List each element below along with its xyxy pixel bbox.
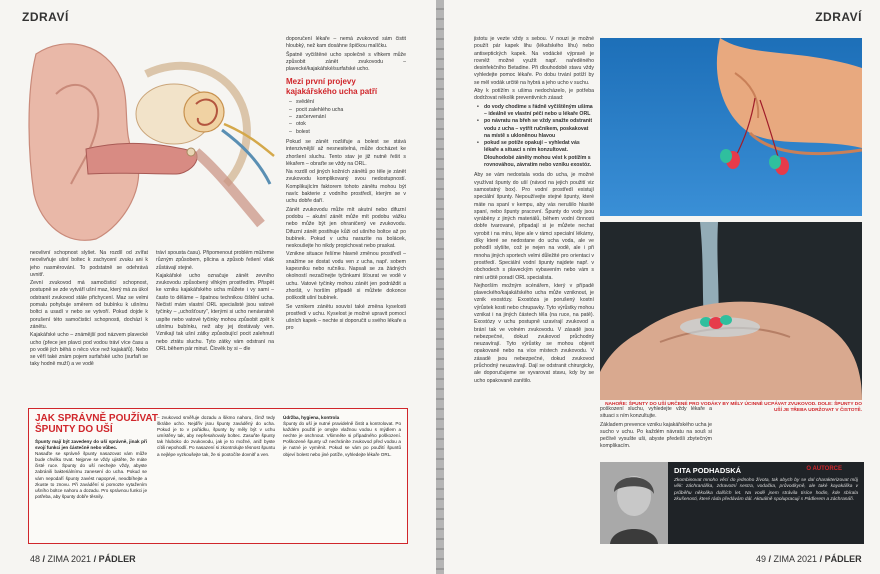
paragraph: Špatně vyčištěné ucho společně s vlhkem může způsobit zánět zvukovodu – plavecké/kajakářské/surfařské ucho. — [286, 51, 406, 73]
list-item: • po návratu na břeh se vždy snažte odstranit vodu z ucha – vytřít ručníkem, poskakovat na místě s ukloněnou hlavou — [484, 118, 594, 140]
list-item: – bolest — [296, 129, 406, 136]
symptom-list — [286, 99, 406, 135]
photo-caption: NAHOŘE: ŠPUNTY DO UŠÍ URČENÉ PRO VODÁKY BY MĚLY ÚCINNĚ UCPÁVAT ZVUKOVOD. DOLE: ŠPUNTY DO UŠÍ JE TŘEBA UDRŽOVAT V ČISTOTĚ. — [605, 402, 862, 413]
earplug-howto-box — [28, 408, 408, 544]
article-column-1 — [30, 250, 148, 408]
paragraph: Aby se vám nedostala voda do ucha, je možné využívat špunty do uší (návod na jejich použití viz samostatný box). Pro vodní prostředí existují speciální špunty. Nepoužívejte stejné špunty, které máte na spaní v kempu, aby vás nerušilo hlasité spaní, nebo špunty pracovní. Špunty do vody jsou vyráběny z jiných materiálů, během vodní činnosti dobře tvarované, připadají si je můžete nechat vyrobit i na míru, lépe ale v rámci specialní lékárny, díky které se nedostane do ucha voda, ale ve pohodlí slyšíte, což je nejen na vodě, ale i při mnoha jiných sportech velmi důležité pro orientaci v prostředí. Speciální vodní špunty najdete např. v obchodech s plaveckým vybavením nebo vám s nimi určitě poradí ORL specialista. — [474, 172, 594, 281]
paragraph: Vznikne situace řešíme hlavně změnou prostředí – snažíme se dostat vodu ven z ucha, např. sobem kapesníku nebo ručníku. Napsali se za žádných okolností nezačínejte tyčinkami šťourat ve vodě v uchu. Vatové tyčinky mohou zánět jen podráždit a zhoršit, v horším případě si můžete dokonce poškodit ušní bubínek. — [286, 251, 406, 302]
page-gutter — [436, 0, 444, 574]
page-footer: 49 / ZIMA 2021 / PÁDLER — [756, 554, 862, 564]
section-label: ZDRAVÍ — [815, 10, 862, 24]
subheading-symptoms: Mezi první projevy kajakářského ucha patří — [286, 77, 378, 96]
article-column-3 — [286, 36, 406, 406]
list-item: – pocit zalehlého ucha — [296, 107, 406, 114]
author-name: DITA PODHADSKÁ — [674, 466, 742, 475]
box-text: Špunty do uší je nutné pravidelně čistit a kontrolovat. Po každém použití je omyjte vlažnou vodou s mýdlem a nechte je oschnout. Všimněte si případného poškození. Poškozené špunty už nechráníte zvukovod před vodou a je nutné je vyměnit. Pokud se vám po použití špuntů objeví bolest nebo jiné potíže, vyhledejte lékaře ORL. — [283, 421, 401, 457]
author-bio: Zkombinovat mnoho věcí do jednoho života, tak abych by se dal charakterizovat můj věk: záchranářka, zdravotní sestra, vodačka, průvodkyně, ale také kayakářka v průběhu několika dalších let. Na vodě jsem strávila tisíce hodin, kde sbírala zkušenosti, které ráda předávám dál. Aktuálně spolupracuji s Pádlerem a záchranáři. — [674, 478, 858, 503]
page-footer: 48 / ZIMA 2021 / PÁDLER — [30, 554, 136, 564]
left-page — [0, 0, 436, 574]
list-item: – otok — [296, 121, 406, 128]
paragraph: Se vznikem zánětu souvisí také změna kyselosti prostředí v uchu. Kyselost je možné upravit pomocí ušních kapek – nechte si doporučit u svého lékaře a pro — [286, 303, 406, 332]
box-column-2 — [157, 415, 275, 539]
article-column-4 — [474, 36, 594, 542]
paragraph: Kajakářské ucho označuje zánět zevního zvukovodu způsobený vlhkým prostředím. Přispět ke vzniku kajakářského ucha můžete i vy sami – často to děláme – špatnou technikou čištění ucha. Nečistí mám vlastní ORL specialisté jsou vatové tyčinky – „uchošťoury", kterými si ucho nenávratně uspíte nebo vatové tyčinky mohou způsobit zpět k ušnímu bubínku, než aby jej dostávaly ven. Vznikají tak ušní zátky způsobující pocit zalehnutí nebo ztrátu sluchu. Tyto zátky vám odstraní na ORL během pár minut. Člověk by si – dle — [156, 272, 274, 352]
about-author-label: O AUTORCE — [806, 466, 842, 472]
magazine-name: PÁDLER — [824, 554, 862, 564]
paragraph: neovlivní schopnost slyšet. Na rozdíl od zvířat neovlivňuje ušní boltec k zachycení zvuku ani k jeho nasměrování. To podstatně se odehrává uvnitř. — [30, 250, 148, 278]
prevention-list — [474, 104, 594, 170]
issue-label: ZIMA 2021 — [47, 554, 92, 564]
list-item: • do vody chodíme s řádně vyčištěným ušima – ideálně ve vlastní péči nebo u lékaře ORL — [484, 104, 594, 119]
paragraph: Nejhorším možným scénářem, který v případě plaveckého/kajakářského ucha může vzniknout, je vznik exostózy. Exostóza je porušený kostní výrůstek kosti nebo chrupavky. Tyto výrůstky mohou vznikat i na jiných částech těla (na ruce, na patě). Exostózy v uchu postupně uzavírají zvukovod a brání tak ve volném zvukovodu. V zásadě jsou nebezpečné, dokud zvukovod průchodný neuzavírají. Tyto výrůstky se mohou objevit opakovaně nebo na více místech zvukovodu. V zásadě jsou nebezpečné, dokud zvukovod průchodný neuzavírají. Dají se odstranit chirurgicky, ale doporučujeme se vyvarovat stavu, kdy by se ucho opakovaně zanítilo. — [474, 282, 594, 384]
paragraph: Aby k potížím s ušima nedocházelo, je potřeba dodržovat několik preventivních zásad: — [474, 88, 594, 102]
box-column-3 — [283, 415, 401, 539]
paragraph: Zevní zvukovod má samočisticí schopnost, postupně se zde vytváří ušní maz, který má za úkol odstranit zvukovod stále přichycení. Maz se velmi pomalu pohybuje směrem od bubínku k ušnímu boltci a usadí v nebo se vytvoří. Pokud dojde k porušení této samočisticí schopnosti, dochází k zánětu. — [30, 280, 148, 330]
section-label: ZDRAVÍ — [22, 10, 69, 24]
page-number: 49 — [756, 554, 767, 564]
paragraph: Základem prevence vzniku kajakářského ucha je sucho v uchu. Po každém návratu na souš si pečlivě vysušte uši, abyste předešli zbytečným komplikacím. — [600, 421, 712, 450]
box-text: Nasaďte se správně špunty nasazovat vám může bude chvilku trvat. Nejprve se vždy ujistěte, že máte čisté ruce. Špunty do uší nechejte vždy, abyste zabránili bakteriálnímu zanesení do ucha. Pokud se vám nepodaří špunty zavést napoprvé, neodbíhejte a zkuste to znovu. Při zavádění si pomozte vytažením ušního boltce nahoru a dozadu. Pro správnou funkci je potřeba, aby špunty dobře těsnily. — [35, 451, 147, 499]
paragraph: Zánět zvukovodu může mít akutní nebo difuzní podobu – akutní zánět může mít podobu vážku nebo může být jen ohraničený ve zvukovodu. Difuzní zánět postihuje kůži od ušního boltce až po bubínek. Pokud v uchu narazíte na bolácek, neskoušejte ho nikdy propichovat nebo praskat. — [286, 206, 406, 250]
issue-label: ZIMA 2021 — [773, 554, 818, 564]
photo-earplugs-hand — [600, 38, 862, 216]
box-title: JAK SPRÁVNĚ POUŽÍVAT ŠPUNTY DO UŠÍ — [35, 413, 158, 435]
paragraph: poškození sluchu, vyhledejte vždy lékaře a situaci s ním konzultujte. — [600, 406, 712, 420]
page-number: 48 — [30, 554, 41, 564]
box-column-1 — [35, 439, 147, 539]
article-column-2 — [156, 250, 274, 408]
paragraph: Na rozdíl od jiných kožních zánětů po těle je zánět zvukovodu komplikovaný svou nedostupností. Komplikujícím faktorem tohoto zánětu mohou být navíc bakterie z vodního prostředí, kterým se v uchu dobře daří. — [286, 169, 406, 205]
author-box — [600, 462, 864, 544]
list-item: • pokud se potíže opakují – vyhledat vás lékaře a situaci s ním konzultovat. Dlouhodobé záněty mohou vést k potížím s rovnováhou, závratím nebo vzniku exostóz. — [484, 140, 594, 169]
paragraph: tráví spousta času). Připomenout problém můžeme různým způsobem, plícina a způsob řešení však zůstávají stejné. — [156, 250, 274, 271]
paragraph: doporučení lékaře – nemá zvukovod sám čistit hloubký, než kam dosáhne špičkou malíčku. — [286, 36, 406, 50]
list-item: – svědění — [296, 99, 406, 106]
ear-anatomy-illustration — [26, 34, 280, 246]
box-text: – zvukovod směřuje dozadu a šikmo nahoru, čímž tedy škrábe ucho. Nejdřív jsou špunty zaváděný do ucha. Pokud je to v pořádku, špunty by měly být v uchu umístěny tak, aby nepřesahovaly boltec. Zasuňte špunty tak hluboko do zvukovodu, jak je to možné, aniž byste cítili nepohodlí. Po nasazení si zkontrolujte těsnost špuntu a nejlépe vyzkoušejte tak, že si pootočíte dovnitř a ven. — [157, 415, 275, 457]
paragraph: jistotu je vezte vždy s sebou. V nouzi je možné použít pár kapek lihu (lékařského lihu) nebo antiseptických kapek. Na vodácké výpravě je rovněž možné využít např. naředěného desinfekčního Betadine. Při dlouhodobě stavu vždy vyhledejte pomoc lékaře. Po dobu trvání potíží by se měl vodák určitě na hybrá a jeho ucho v suchu. — [474, 36, 594, 86]
list-item: – zarčervenání — [296, 114, 406, 121]
paragraph: Kajakářské ucho – známější pod názvem plavecké ucho (přece jen plavci pod vodou tráví více času a po vodě jich běhá o něco více než kajakářů). Nebo se věří také znám pojem surfařské ucho (surfaři se taky hodně muží) a ve vodě — [30, 332, 148, 368]
photo-earplugs-water — [600, 222, 862, 400]
paragraph: Pokud se zánět rozšiřuje a bolest se stává intenzivnější až nesnesitelná, může docházet ke zhoršení sluchu. Tento stav je již nutně řešit s lékařem – obraťte se vždy na ORL. — [286, 138, 406, 167]
box-subheading: Údržba, hygiena, kontrola — [283, 415, 340, 420]
magazine-name: PÁDLER — [98, 554, 136, 564]
author-portrait — [600, 462, 668, 544]
box-lead: Špunty mají být zavedeny do uší správně, jinak při svojí funkci jen částečně nebo vůbec. — [35, 439, 147, 451]
